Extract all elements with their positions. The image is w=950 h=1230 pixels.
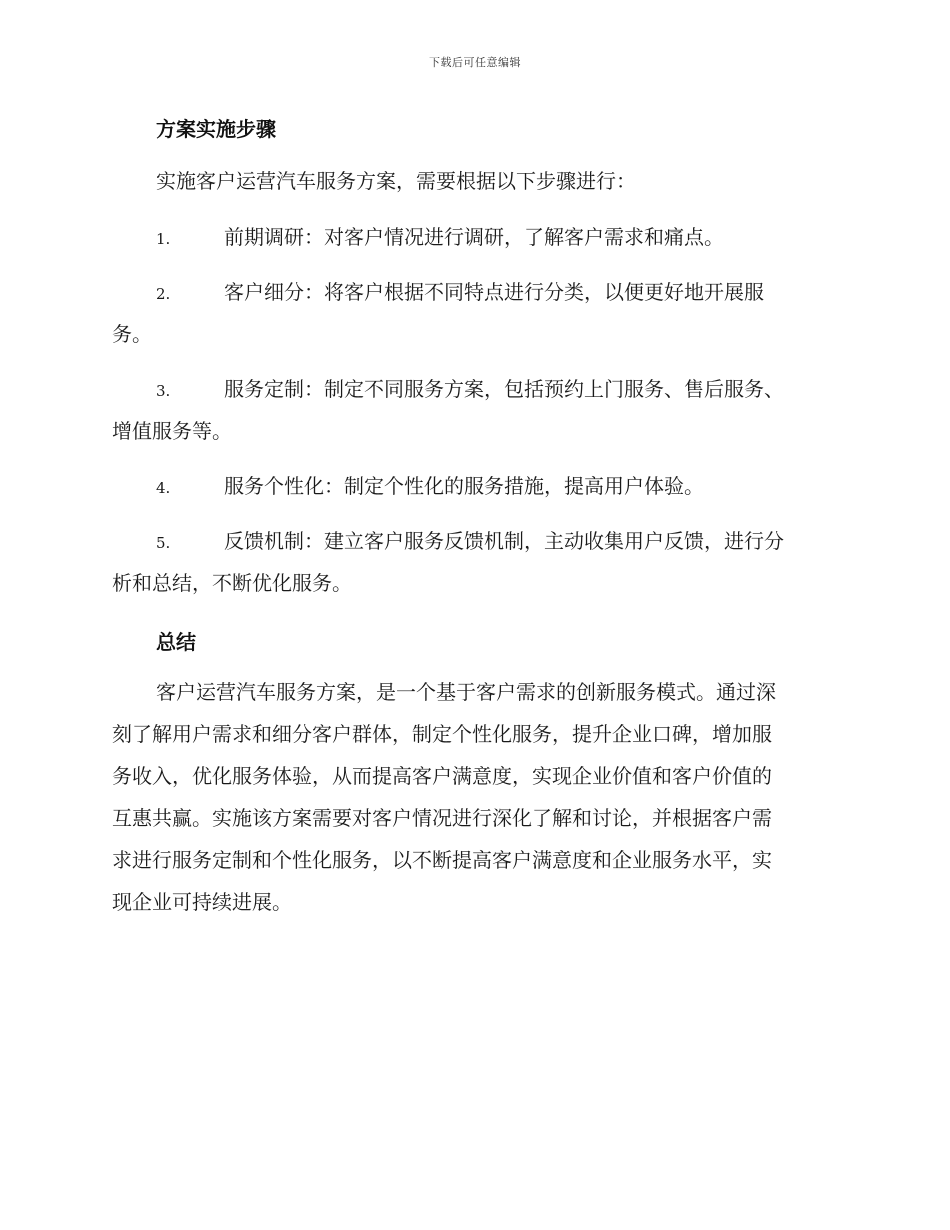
step-text-line: 反馈机制：建立客户服务反馈机制，主动收集用户反馈，进行分 [224, 529, 784, 553]
step-text-line: 析和总结，不断优化服务。 [112, 571, 352, 595]
step-number: 1. [156, 230, 171, 248]
intro-line: 实施客户运营汽车服务方案，需要根据以下步骤进行： [156, 169, 636, 193]
step-text-line: 客户细分：将客户根据不同特点进行分类，以便更好地开展服 [224, 280, 764, 304]
step-item-4 [112, 465, 832, 507]
summary-line: 务收入，优化服务体验，从而提高客户满意度，实现企业价值和客户价值的 [112, 764, 772, 788]
step-number: 2. [156, 285, 171, 303]
step-text-line: 务。 [112, 322, 152, 346]
step-item-2 [112, 271, 832, 355]
step-text-line: 服务个性化：制定个性化的服务措施，提高用户体验。 [224, 474, 704, 498]
step-item-5 [112, 520, 832, 604]
step-text-line: 服务定制：制定不同服务方案，包括预约上门服务、售后服务、 [224, 377, 784, 401]
step-number: 3. [156, 382, 171, 400]
step-text-line: 增值服务等。 [112, 419, 232, 443]
page-header-note: 下载后可任意编辑 [429, 56, 521, 69]
step-number: 5. [156, 534, 171, 552]
intro-paragraph [112, 160, 832, 202]
summary-line: 互惠共赢。实施该方案需要对客户情况进行深化了解和讨论，并根据客户需 [112, 806, 772, 830]
summary-line: 现企业可持续进展。 [112, 890, 292, 914]
step-number: 4. [156, 479, 171, 497]
summary-line: 客户运营汽车服务方案，是一个基于客户需求的创新服务模式。通过深 [156, 680, 776, 704]
step-text-line: 前期调研：对客户情况进行调研，了解客户需求和痛点。 [224, 225, 724, 249]
section-heading-summary: 总结 [156, 630, 196, 654]
section-heading-steps: 方案实施步骤 [156, 117, 276, 141]
summary-paragraph [112, 671, 832, 923]
summary-line: 刻了解用户需求和细分客户群体，制定个性化服务，提升企业口碑，增加服 [112, 722, 772, 746]
step-item-1 [112, 216, 832, 258]
step-item-3 [112, 368, 832, 452]
summary-line: 求进行服务定制和个性化服务，以不断提高客户满意度和企业服务水平，实 [112, 848, 772, 872]
